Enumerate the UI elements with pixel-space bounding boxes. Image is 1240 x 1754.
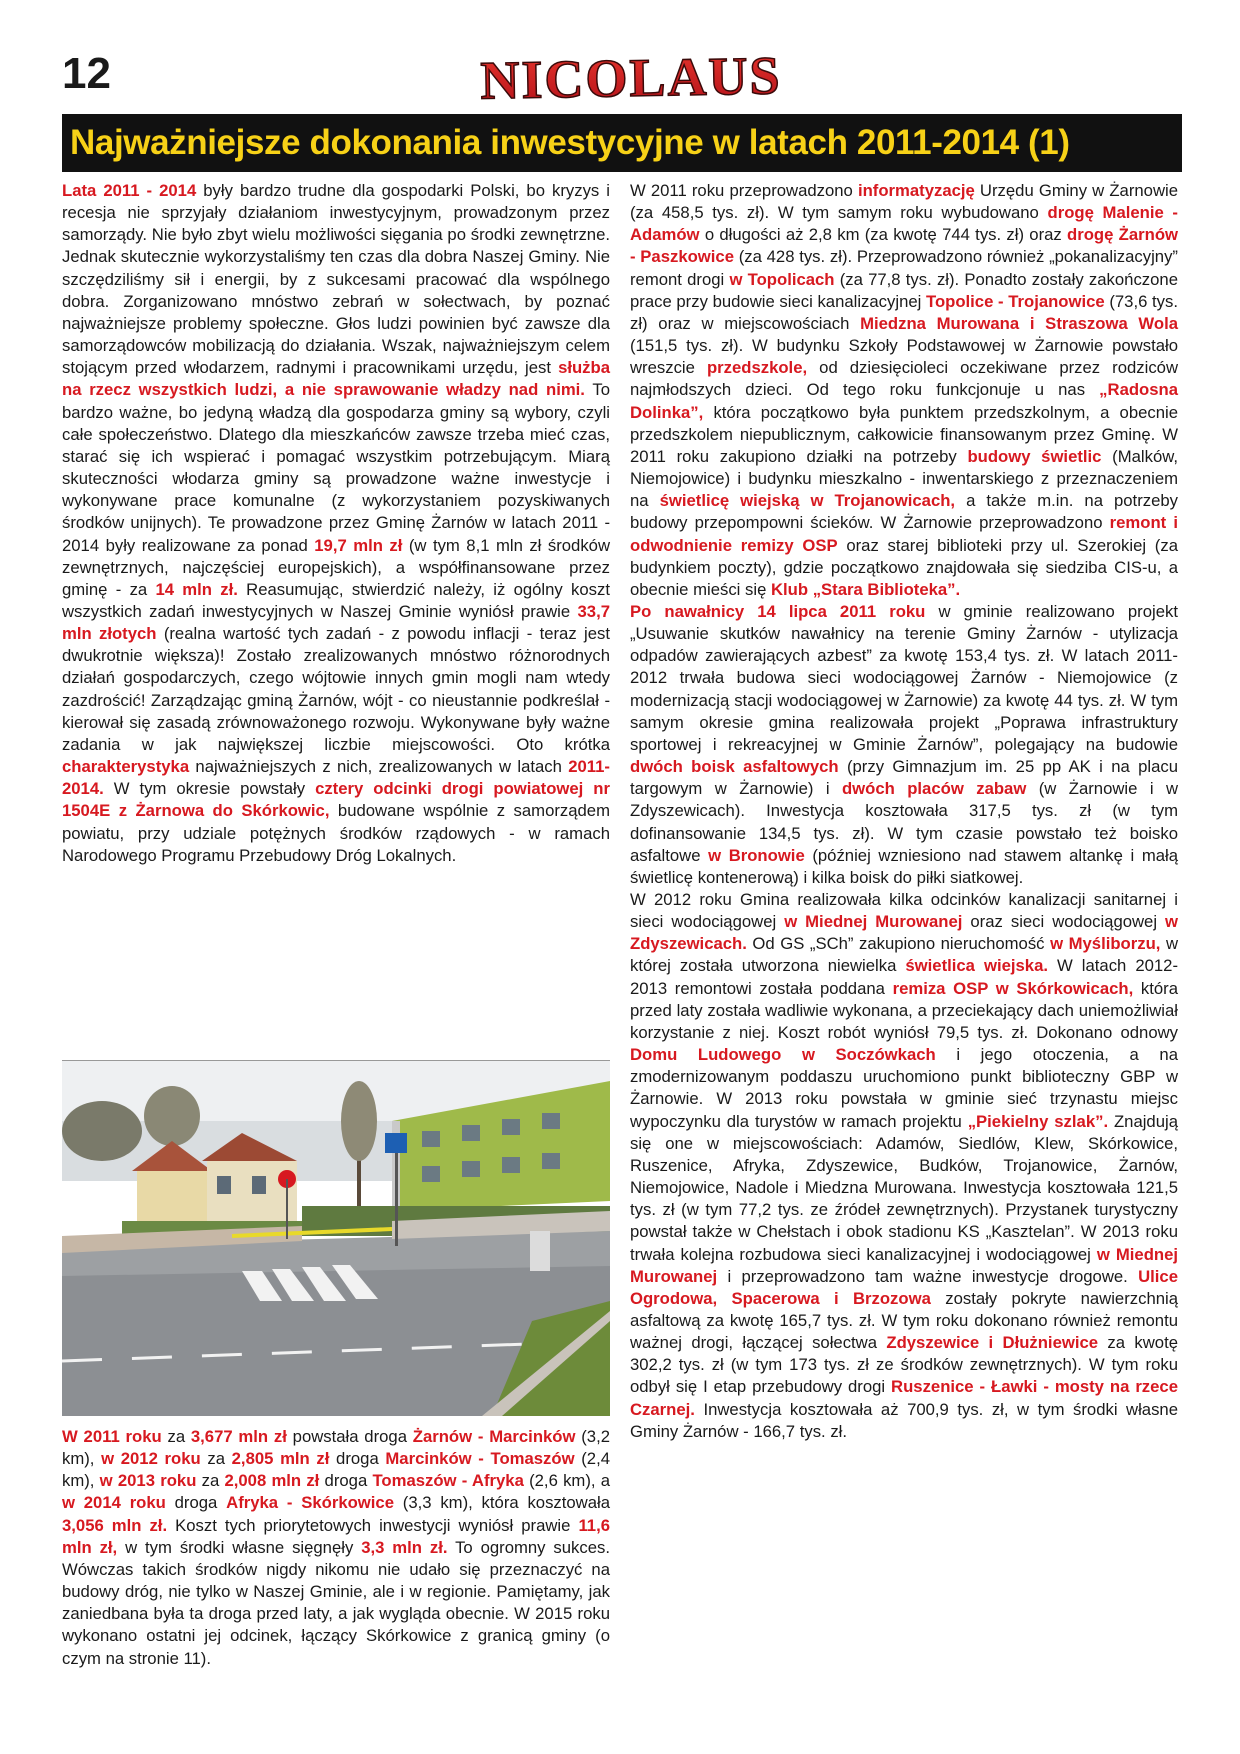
body-text: (Malków, Niemojowice) i budynku mieszkalno - inwentarskiego z przeznaczeniem na	[630, 446, 1178, 511]
highlight-text: 33,7 mln złotych	[62, 601, 610, 644]
left-bottom-paragraph	[62, 1426, 610, 1670]
body-text: (73,6 tys. zł) oraz w miejscowościach	[630, 291, 1178, 333]
highlight-text: charakterystyka	[62, 757, 190, 777]
highlight-text: 14 mln zł.	[155, 579, 238, 599]
highlight-text: Po nawałnicy 14 lipca 2011 roku	[630, 601, 926, 621]
body-text: o długości aż 2,8 km (za kwotę 744 tys. zł) oraz	[699, 225, 1068, 245]
body-text: W latach 2012-2013 remontowi została poddana	[630, 956, 1179, 998]
highlight-text: Topolice - Trojanowice	[926, 291, 1105, 311]
body-text: droga	[165, 1493, 227, 1513]
highlight-text: drogę Żarnów - Paszkowice	[630, 225, 1179, 267]
body-text: Koszt tych priorytetowych inwestycji wyniósł prawie	[167, 1515, 579, 1535]
highlight-text: Zdyszewice i Dłużniewice	[886, 1333, 1099, 1353]
body-text: za kwotę 302,2 tys. zł (w tym 173 tys. zł ze środków zewnętrznych). W tym roku odbył się I etap przebudowy drogi	[630, 1333, 1178, 1397]
body-text: (w Żarnowie i w Zdyszewicach). Inwestycja kosztowała 317,5 tys. zł (w tym dofinansowanie 134,5 tys. zł). W tym czasie powstało też boisko asfaltowe	[630, 779, 1179, 865]
body-text: (2,4 km),	[62, 1449, 610, 1491]
body-text: powstała droga	[286, 1427, 413, 1446]
highlight-text: Marcinków - Tomaszów	[385, 1449, 575, 1469]
headline-banner	[62, 114, 1182, 172]
body-text: która początkowo była punktem przedszkolnym, a obecnie przedszkolem niepublicznym, całkowicie finansowanym przez Gminę. W 2011 roku zakupiono działki na potrzeby	[630, 402, 1178, 466]
body-text: droga	[329, 1449, 386, 1469]
body-text: w której została utworzona niewielka	[630, 934, 1179, 976]
highlight-text: w Miednej Murowanej	[630, 1244, 1178, 1286]
body-text: (151,5 tys. zł). W budynku Szkoły Podstawowej w Żarnowie powstało wreszcie	[630, 336, 1178, 378]
highlight-text: dwóch placów zabaw	[841, 779, 1027, 799]
highlight-text: Ulice Ogrodowa, Spacerowa i Brzozowa	[630, 1266, 1178, 1308]
masthead-logo	[436, 48, 826, 108]
right-paragraph	[630, 180, 1178, 1443]
body-text: Reasumując, stwierdzić należy, iż ogólny koszt wszystkich zadań inwestycyjnych w Naszej Gminie wyniósł prawie	[62, 579, 610, 621]
body-text: (w tym 8,1 mln zł środków zewnętrznych, najczęściej europejskich), a współfinansowane przez gminę - za	[62, 535, 611, 599]
highlight-text: świetlicę wiejską w Trojanowicach,	[659, 491, 956, 511]
body-text: (później wzniesiono nad stawem altankę i małą świetlicę kontenerową) i kilka boisk do piłki siatkowej.	[630, 845, 1179, 887]
highlight-text: remiza OSP w Skórkowicach,	[892, 978, 1134, 998]
body-text: (3,3 km), która kosztowała	[393, 1493, 611, 1513]
highlight-text: remont i odwodnienie remizy OSP	[630, 513, 1178, 555]
highlight-text: informatyzację	[857, 181, 975, 200]
highlight-text: przedszkole,	[706, 358, 808, 378]
highlight-text: „Piekielny szlak”.	[967, 1111, 1109, 1131]
body-text: droga	[319, 1471, 373, 1491]
body-text: W 2011 roku przeprowadzono	[630, 181, 858, 200]
highlight-text: 3,677 mln zł	[190, 1427, 287, 1446]
highlight-text: Klub „Stara Biblioteka”.	[770, 579, 961, 599]
highlight-text: w Miednej Murowanej	[784, 912, 963, 932]
highlight-text: w Zdyszewicach.	[630, 912, 1179, 954]
body-text: (przy Gimnazjum im. 25 pp AK i na placu targowym w Żarnowie) i	[630, 757, 1178, 799]
highlight-text: 11,6 mln zł,	[62, 1515, 610, 1557]
highlight-text: dwóch boisk asfaltowych	[630, 757, 839, 777]
highlight-text: 3,056 mln zł.	[62, 1515, 168, 1535]
body-text: najważniejszych z nich, zrealizowanych w latach	[189, 757, 569, 777]
highlight-text: 19,7 mln zł	[314, 535, 403, 555]
body-text: To bardzo ważne, bo jedyną władzą dla gospodarza gminy są wybory, czyli całe społeczeństwo. Dlatego dla mieszkańców zawsze trzeba mieć czas, starać się ich wspierać i pomagać wszystkim potrzebującym. Miarą skuteczności włodarza gminy są prowadzone ważne inwestycje i wykonywane prace komunalne (z wykorzystaniem pozyskiwanych środków unijnych). Te prowadzone przez Gminę Żarnów w latach 2011 - 2014 były realizowane za ponad	[62, 380, 610, 555]
highlight-text: Żarnów - Marcinków	[412, 1427, 576, 1446]
highlight-text: cztery odcinki drogi powiatowej nr 1504E z Żarnowa do Skórkowic,	[62, 779, 610, 821]
body-text: (realna wartość tych zadań - z powodu inflacji - teraz jest dwukrotnie większa)! Zostało zrealizowanych mnóstwo różnorodnych działań gospodarczych, czego wójtowie innych gmin mogli nam wtedy zazdrościć! Zarządzając gminą Żarnów, wójt - co nieustannie podkreślał - kierował się zasadą zrównoważonego rozwoju. Wykonywane były ważne zadania w jak największej liczbie miejscowości. Oto krótka	[62, 624, 610, 754]
highlight-text: budowy świetlic	[967, 446, 1102, 466]
headline: Najważniejsze dokonania inwestycyjne w latach 2011-2014 (1)	[70, 123, 1070, 162]
left-paragraph	[62, 180, 610, 867]
masthead-text: NICOLAUS	[479, 48, 783, 108]
body-text: za	[200, 1449, 232, 1469]
body-text: zostały pokryte nawierzchnią asfaltową za kwotę 165,7 tys. zł. W tym roku dokonano również remontu ważnej drogi, łączącej sołectwa	[630, 1288, 1178, 1353]
highlight-text: w 2014 roku	[62, 1493, 166, 1513]
highlight-text: „Radosna Dolinka”,	[630, 380, 1178, 422]
right-column-text	[630, 180, 1178, 1443]
body-text: Urzędu Gminy w Żarnowie (za 458,5 tys. zł). W tym samym roku wybudowano	[630, 181, 1178, 223]
highlight-text: 2,008 mln zł	[224, 1471, 320, 1491]
body-text: w gminie realizowano projekt „Usuwanie skutków nawałnicy na terenie Gminy Żarnów - utylizacja odpadów zawierających azbest” za kwotę 153,4 tys. zł. W latach 2011-2012 trwała budowa sieci wodociągowej Żarnów - Niemojowice (z modernizacją stacji wodociągowej w Żarnowie) za kwotę 44 tys. zł. W tym samym okresie gmina realizowała projekt „Poprawa infrastruktury sportowej i rekreacyjnej w Gminie Żarnów”, polegający na budowie	[630, 601, 1178, 754]
body-text: w tym środki własne sięgnęły	[117, 1537, 362, 1557]
body-text: oraz starej biblioteki przy ul. Szerokiej (za budynkiem poczty), gdzie początkowo znajdowała się siedziba CIS-u, a obecnie mieści się	[630, 535, 1178, 599]
highlight-text: 3,3 mln zł.	[361, 1537, 448, 1557]
body-text: (3,2 km),	[62, 1427, 611, 1469]
left-column-text	[62, 180, 610, 867]
highlight-text: Ruszenice - Ławki - mosty na rzece Czarnej.	[630, 1377, 1178, 1419]
body-text: Od GS „SCh” zakupiono nieruchomość	[746, 934, 1051, 954]
body-text: (za 77,8 tys. zł). Ponadto zostały zakończone prace przy budowie sieci kanalizacyjnej	[630, 269, 1178, 311]
highlight-text: Lata 2011 - 2014	[62, 181, 197, 200]
highlight-text: w 2012 roku	[101, 1449, 201, 1469]
body-text: za	[196, 1471, 225, 1491]
body-text: (za 428 tys. zł). Przeprowadzono również „pokanalizacyjny” remont drogi	[630, 247, 1178, 289]
body-text: a także m.in. na potrzeby budowy przepompowni ścieków. W Żarnowie przeprowadzono	[630, 491, 1179, 533]
highlight-text: w Topolicach	[729, 269, 835, 289]
highlight-text: 2,805 mln zł	[231, 1449, 330, 1469]
body-text: (2,6 km), a	[523, 1471, 611, 1491]
body-text: Znajdują się one w miejscowościach: Adamów, Siedlów, Klew, Skórkowice, Ruszenice, Afryka, Zdyszewice, Budków, Trojanowice, Żarnów, Niemojowice, Nadole i Miedzna Murowana. Inwestycja kosztowała 121,5 tys. zł (w tym 77,2 tys. ze źródeł zewnętrznych). Przystanek turystyczny powstał także w Chełstach i obok stadionu KS „Kasztelan”. W 2013 roku trwała kolejna rozbudowa sieci kanalizacyjnej i wodociągowej	[630, 1111, 1178, 1264]
highlight-text: drogę Malenie - Adamów	[630, 203, 1178, 245]
body-text: oraz sieci wodociągowej	[962, 912, 1166, 932]
body-text: budowane wspólnie z samorządem powiatu, przy udziale potężnych środków rządowych - w ramach Narodowego Programu Przebudowy Dróg Lokalnych.	[62, 801, 610, 865]
body-text: W tym okresie powstały	[103, 779, 316, 799]
body-text: były bardzo trudne dla gospodarki Polski, bo kryzys i recesja nie sprzyjały działaniom inwestycyjnym, prowadzonym przez samorządy. Nie było zbyt wielu możliwości sięgania po środki zewnętrzne. Jednak skutecznie wykorzystaliśmy ten czas dla dobra Naszej Gminy. Nie szczędziliśmy sił i energii, by z sukcesami pracować dla wspólnego dobra. Zorganizowano mnóstwo zebrań w sołectwach, by poznać najważniejsze problemy społeczne. Głos ludzi powinien być zawsze dla samorządowców mobilizacją do działania. Wszak, najważniejszym celem stojącym przed włodarzem, radnymi i pracownikami urzędu, jest	[62, 181, 611, 378]
highlight-text: w 2013 roku	[99, 1471, 197, 1491]
body-text: od dziesięcioleci oczekiwane przez rodziców najmłodszych dzieci. Od tego roku funkcjonuje u nas	[630, 358, 1179, 400]
page-number: 12	[62, 49, 111, 98]
body-text: To ogromny sukces. Wówczas takich środków nigdy nikomu nie udało się przeznaczyć na budowy dróg, nie tylko w Naszej Gminie, ale i w regionie. Pamiętamy, jak zaniedbana była ta droga przed laty, a jak wygląda obecnie. W 2015 roku wykonano ostatni jej odcinek, łączący Skórkowice z granicą gminy (o czym na stronie 11).	[62, 1537, 610, 1668]
highlight-text: służba na rzecz wszystkich ludzi, a nie sprawowanie władzy nad nimi.	[62, 358, 610, 400]
highlight-text: w Bronowie	[708, 845, 805, 865]
highlight-text: W 2011 roku	[62, 1427, 162, 1446]
body-text: i przeprowadzono tam ważne inwestycje drogowe.	[717, 1266, 1139, 1286]
body-text: która przed laty została wadliwie wykonana, a przeciekający dach uniemożliwiał korzystanie z niej. Koszt robót wyniósł 79,5 tys. zł. Dokonano odnowy	[630, 978, 1178, 1042]
body-text: za	[161, 1427, 191, 1446]
highlight-text: w Myśliborzu,	[1050, 934, 1161, 954]
body-text: W 2012 roku Gmina realizowała kilka odcinków kanalizacji sanitarnej i sieci wodociągowej	[630, 890, 1178, 932]
photo-caption-text	[62, 1426, 610, 1670]
highlight-text: świetlica wiejska.	[905, 956, 1048, 976]
body-text: Inwestycja kosztowała aż 700,9 tys. zł, w tym środki własne Gminy Żarnów - 166,7 tys. zł.	[630, 1399, 1178, 1441]
street-photo	[62, 1060, 610, 1416]
highlight-text: Afryka - Skórkowice	[226, 1493, 394, 1513]
highlight-text: Domu Ludowego w Soczówkach	[630, 1045, 936, 1065]
highlight-text: Tomaszów - Afryka	[372, 1471, 524, 1491]
body-text: i jego otoczenia, a na zmodernizowanym poddaszu uruchomiono punkt biblioteczny GBP w Żarnowie. W 2013 roku powstała w gminie sieć trzynastu miejsc wypoczynku dla turystów w ramach projektu	[630, 1045, 1178, 1131]
highlight-text: Miedzna Murowana i Straszowa Wola	[860, 313, 1178, 333]
highlight-text: 2011-2014.	[62, 757, 610, 799]
